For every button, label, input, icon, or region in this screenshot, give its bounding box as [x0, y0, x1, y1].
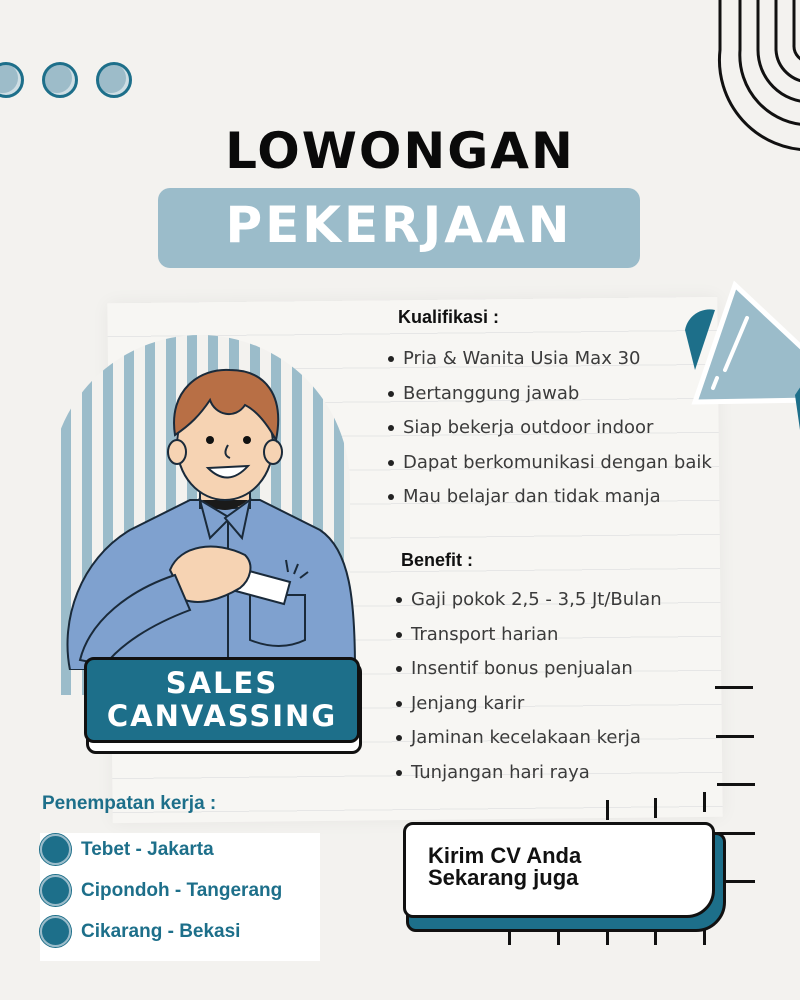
grid-tick: [717, 783, 755, 786]
send-cv-callout[interactable]: [403, 822, 715, 918]
position-line1: SALES: [165, 666, 279, 700]
benefit-item: Insentif bonus penjualan: [396, 652, 662, 687]
person-illustration: [50, 360, 370, 670]
benefit-item: Gaji pokok 2,5 - 3,5 Jt/Bulan: [396, 583, 662, 618]
qualification-item: Dapat berkomunikasi dengan baik: [388, 446, 712, 481]
benefit-item: Transport harian: [396, 618, 662, 653]
decorative-dot-icon: [0, 62, 24, 98]
qualification-item: Pria & Wanita Usia Max 30: [388, 342, 712, 377]
location-bullet-icon: [40, 916, 71, 947]
placement-heading: Penempatan kerja :: [42, 793, 217, 814]
bullet-icon: [396, 666, 402, 672]
title-lowongan: LOWONGAN: [225, 122, 575, 180]
grid-tick: [703, 792, 706, 812]
bullet-icon: [396, 632, 402, 638]
cta-line1: Kirim CV Anda: [428, 843, 582, 868]
grid-tick: [716, 735, 754, 738]
location-bullet-icon: [40, 834, 71, 865]
position-badge: [84, 657, 360, 743]
benefits-heading: Benefit :: [401, 550, 473, 570]
bullet-icon: [388, 391, 394, 397]
placement-item: Tebet - Jakarta: [40, 834, 214, 865]
benefit-item: Tunjangan hari raya: [396, 756, 662, 791]
bullet-icon: [396, 770, 402, 776]
bullet-icon: [396, 735, 402, 741]
bullet-icon: [388, 356, 394, 362]
benefits-list: [396, 583, 662, 790]
bullet-icon: [388, 460, 394, 466]
decorative-dot-icon: [96, 62, 132, 98]
title-pekerjaan: PEKERJAAN: [225, 196, 573, 254]
qualifications-list: [388, 342, 712, 515]
decorative-dot-icon: [42, 62, 78, 98]
benefit-item: Jenjang karir: [396, 687, 662, 722]
qualification-item: Siap bekerja outdoor indoor: [388, 411, 712, 446]
bullet-icon: [396, 701, 402, 707]
location-bullet-icon: [40, 875, 71, 906]
qualifications-heading: Kualifikasi :: [398, 307, 500, 327]
benefit-item: Jaminan kecelakaan kerja: [396, 721, 662, 756]
qualification-item: Bertanggung jawab: [388, 377, 712, 412]
cta-line2: Sekarang juga: [428, 865, 579, 890]
qualification-item: Mau belajar dan tidak manja: [388, 480, 712, 515]
placement-item: Cikarang - Bekasi: [40, 916, 240, 947]
placement-item: Cipondoh - Tangerang: [40, 875, 282, 906]
bullet-icon: [388, 425, 394, 431]
grid-tick: [715, 686, 753, 689]
bullet-icon: [388, 494, 394, 500]
bullet-icon: [396, 597, 402, 603]
grid-tick: [654, 798, 657, 818]
grid-tick: [606, 800, 609, 820]
position-line2: CANVASSING: [106, 699, 338, 733]
